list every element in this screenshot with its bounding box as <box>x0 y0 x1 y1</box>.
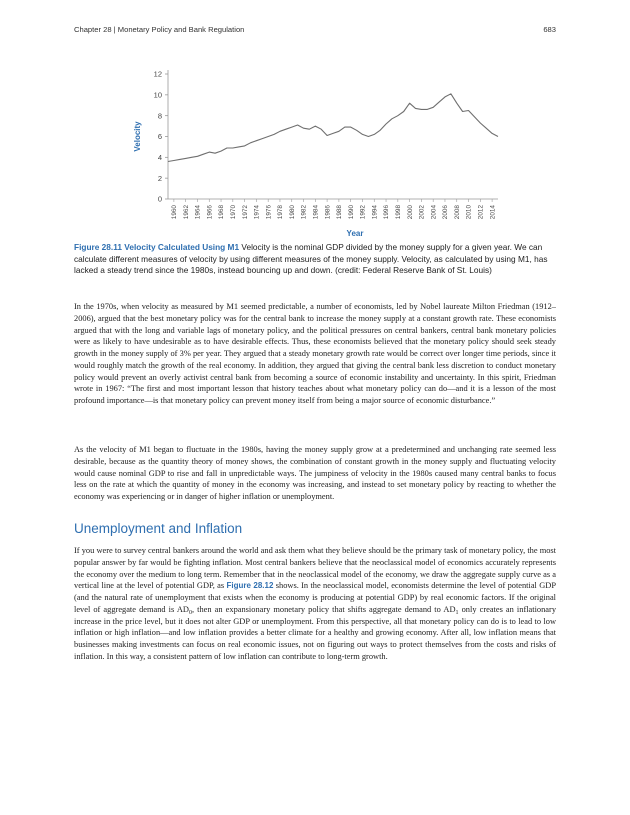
figure-caption <box>74 242 556 277</box>
x-tick-label: 1974 <box>253 205 261 220</box>
velocity-chart <box>126 62 506 242</box>
subscript-1: 1 <box>455 609 459 616</box>
x-tick-label: 1986 <box>324 205 332 220</box>
paragraph-velocity-1980s: As the velocity of M1 began to fluctuate in the 1980s, having the money supply grow at a predetermined and unchanging rate seemed less desirable, because as the quantity theory of money shows, the combination of constant growth in the money supply and fluctuating velocity would cause nominal GDP to rise and fall in unpredictable ways. The jumpiness of velocity in the 1980s caused many central banks to focus less on the rate at which the quantity of money in the economy was increasing, and instead to set monetary policy by reacting to whether the economy was experiencing or in danger of higher inflation or unemployment. <box>74 445 556 501</box>
running-header <box>74 25 556 37</box>
y-tick-label: 0 <box>157 194 162 204</box>
paragraph-text-part: only creates an inflationary increase in the price level, but it does not alter GDP or unemployment. From this perspective, all that monetary policy can do is to lead to low inflation or high inflation—and low inflation provides a better climate for a healthy and growing economy. After all, low inflation means that businesses making investments can focus on real economic issues, not on figuring out ways to protect themselves from the costs and risks of inflation. In this way, a consistent pattern of low inflation can contribute to long-term growth. <box>74 604 557 661</box>
section-heading: Unemployment and Inflation <box>74 521 243 536</box>
x-tick-label: 1982 <box>300 205 308 220</box>
x-tick-label: 1970 <box>230 205 238 220</box>
x-tick-label: 1998 <box>395 205 403 220</box>
figure-caption-label: Figure 28.11 Velocity Calculated Using M1 <box>74 242 240 252</box>
x-tick-label: 1978 <box>277 205 285 220</box>
x-tick-label: 1972 <box>241 205 249 220</box>
x-tick-label: 1992 <box>359 205 367 220</box>
x-tick-label: 1976 <box>265 205 273 220</box>
x-tick-label: 1996 <box>383 205 391 220</box>
paragraph-unemployment-inflation <box>74 545 556 663</box>
y-tick-label: 2 <box>157 173 162 183</box>
y-tick-label: 10 <box>153 90 162 100</box>
x-tick-label: 2002 <box>418 205 426 220</box>
paragraph-text-part: If you were to survey central bankers around the world and ask them what they believe should be the primary task of monetary policy, the most popular answer by far would be fighting inflation. Most central bankers believe that the neoclassical model of economics accurately represents the economy over the medium to long term. Remember that in the neoclassical model of the economy, we draw the aggregate supply curve as a vertical line at the level of potential GDP, as <box>74 546 556 591</box>
y-tick-label: 8 <box>157 111 162 121</box>
y-tick-label: 4 <box>157 152 162 162</box>
x-tick-label: 2012 <box>477 205 485 220</box>
x-tick-label: 1966 <box>206 205 214 220</box>
x-axis-label: Year <box>346 229 364 238</box>
x-tick-label: 1980 <box>288 205 296 220</box>
x-tick-label: 2004 <box>430 205 438 220</box>
x-tick-label: 1968 <box>218 205 226 220</box>
x-tick-label: 1960 <box>171 205 179 220</box>
x-tick-label: 1962 <box>182 205 190 220</box>
y-tick-label: 12 <box>153 69 162 79</box>
x-tick-label: 1984 <box>312 205 320 220</box>
velocity-chart-svg <box>126 62 506 242</box>
y-tick-label: 6 <box>157 132 162 142</box>
x-tick-label: 1988 <box>336 205 344 220</box>
paragraph-text-part: , then an expansionary monetary policy that shifts aggregate demand to AD <box>191 604 456 614</box>
x-tick-label: 2006 <box>442 205 450 220</box>
paragraph-friedman: In the 1970s, when velocity as measured by M1 seemed predictable, a number of economists, led by Nobel laureate Milton Friedman (1912–2006), argued that the best monetary policy was for the central bank to increase the money supply at a constant growth rate. These economists argued that with the long and variable lags of monetary policy, and the political pressures on central bankers, central bank monetary policies were as likely to have undesirable as to have desirable effects. Thus, these economists believed that the monetary policy should seek steady growth in the money supply of 3% per year. They argued that a steady monetary growth rate would be correct over longer time periods, since it would roughly match the growth of the real economy. In addition, they argued that giving the central bank less discretion to conduct monetary policy would prevent an overly activist central bank from becoming a source of economic instability and uncertainty. In this spirit, Friedman wrote in 1967: “The first and most important lesson that history teaches about what monetary policy can do—and it is a lesson of the most profound importance—is that monetary policy can prevent money itself from being a major source of economic disturbance.” <box>74 302 556 405</box>
page-number: 683 <box>543 25 556 34</box>
x-tick-label: 1964 <box>194 205 202 220</box>
x-tick-label: 2014 <box>489 205 497 220</box>
x-tick-label: 1990 <box>347 205 355 220</box>
figure-caption-text: Velocity is the nominal GDP divided by the money supply for a given year. We can calculate different measures of velocity by using different measures of the money supply. Velocity, as calculated by using M1, has lacked a steady trend since the 1980s, instead bouncing up and down. (credit: Federal Reserve Bank of St. Louis) <box>74 242 548 276</box>
subscript-0: 0 <box>188 609 192 616</box>
paragraph-text-part: shows. In the neoclassical model, economists determine the level of potential GDP (and the natural rate of unemployment that exists when the economy is producing at potential GDP) by real economic factors. If the original level of aggregate demand is AD <box>74 581 556 614</box>
chapter-title: Chapter 28 | Monetary Policy and Bank Regulation <box>74 25 245 34</box>
x-tick-label: 2008 <box>453 205 461 220</box>
x-tick-label: 2010 <box>465 205 473 220</box>
figure-28-12-link[interactable]: Figure 28.12 <box>226 581 274 591</box>
y-axis-label: Velocity <box>133 121 142 152</box>
x-tick-label: 2000 <box>406 205 414 220</box>
x-tick-label: 1994 <box>371 205 379 220</box>
velocity-series-line <box>168 94 498 162</box>
